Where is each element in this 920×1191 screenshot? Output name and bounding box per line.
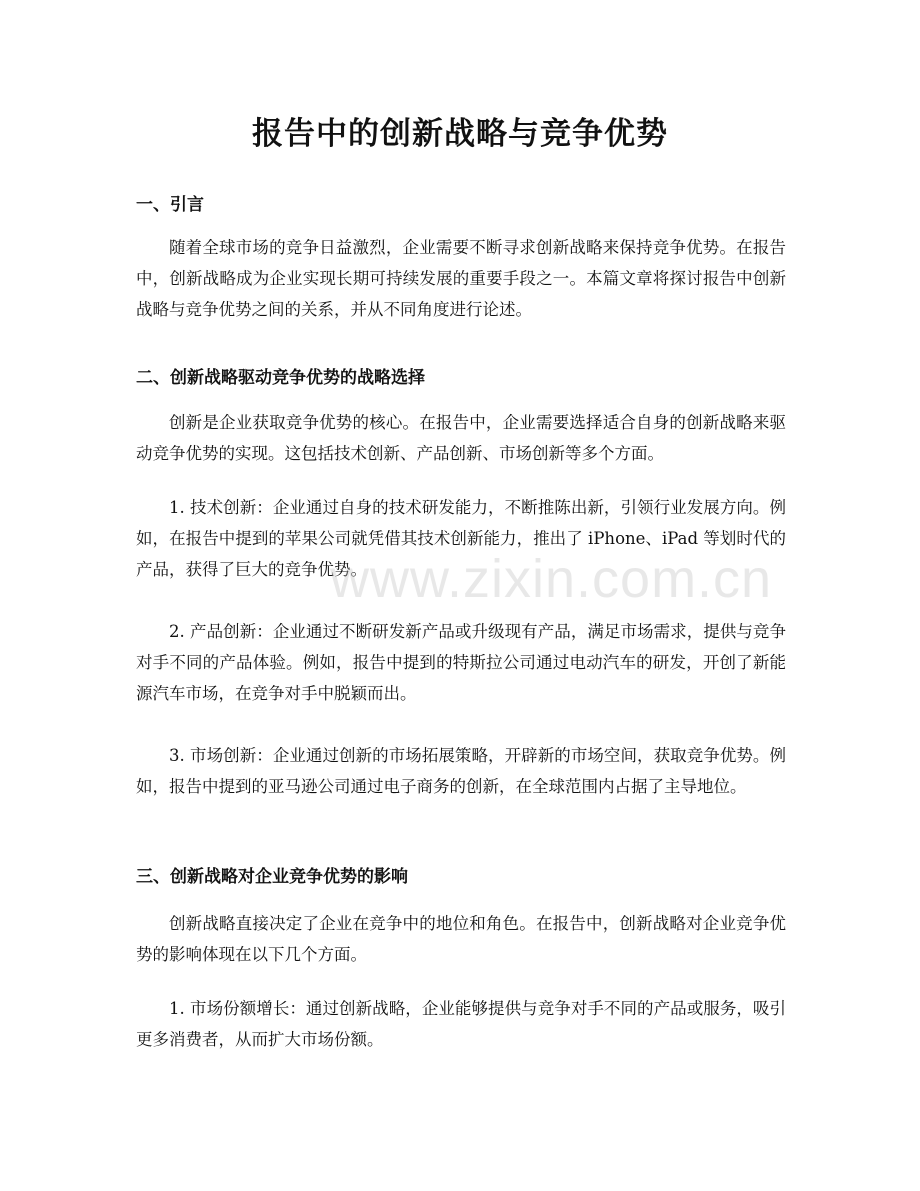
list-item-market-share: 1. 市场份额增长：通过创新战略，企业能够提供与竞争对手不同的产品或服务，吸引更多消费者，从而扩大市场份额。: [136, 999, 786, 1049]
list-item-product-innovation: 2. 产品创新：企业通过不断研发新产品或升级现有产品，满足市场需求，提供与竞争对手不同的产品体验。例如，报告中提到的特斯拉公司通过电动汽车的研发，开创了新能源汽车市场，在竞争对手中脱颖而出。: [136, 622, 786, 703]
list-item-tech-innovation: 1. 技术创新：企业通过自身的技术研发能力，不断推陈出新，引领行业发展方向。例如，在报告中提到的苹果公司就凭借其技术创新能力，推出了 iPhone、iPad 等划时代的产品，获得了巨大的竞争优势。: [136, 498, 786, 579]
section-heading-impact: 三、创新战略对企业竞争优势的影响: [136, 867, 408, 887]
watermark: www.zixin.com.cn: [330, 549, 773, 609]
document-title: 报告中的创新战略与竞争优势: [252, 116, 668, 152]
paragraph: 创新战略直接决定了企业在竞争中的地位和角色。在报告中，创新战略对企业竞争优势的影响体现在以下几个方面。: [136, 914, 786, 964]
paragraph: 随着全球市场的竞争日益激烈，企业需要不断寻求创新战略来保持竞争优势。在报告中，创新战略成为企业实现长期可持续发展的重要手段之一。本篇文章将探讨报告中创新战略与竞争优势之间的关系，并从不同角度进行论述。: [136, 238, 786, 319]
paragraph: 创新是企业获取竞争优势的核心。在报告中，企业需要选择适合自身的创新战略来驱动竞争优势的实现。这包括技术创新、产品创新、市场创新等多个方面。: [136, 413, 786, 463]
list-item-market-innovation: 3. 市场创新：企业通过创新的市场拓展策略，开辟新的市场空间，获取竞争优势。例如，报告中提到的亚马逊公司通过电子商务的创新，在全球范围内占据了主导地位。: [136, 746, 786, 796]
section-heading-introduction: 一、引言: [136, 195, 204, 215]
section-heading-strategy-choice: 二、创新战略驱动竞争优势的战略选择: [136, 368, 425, 388]
